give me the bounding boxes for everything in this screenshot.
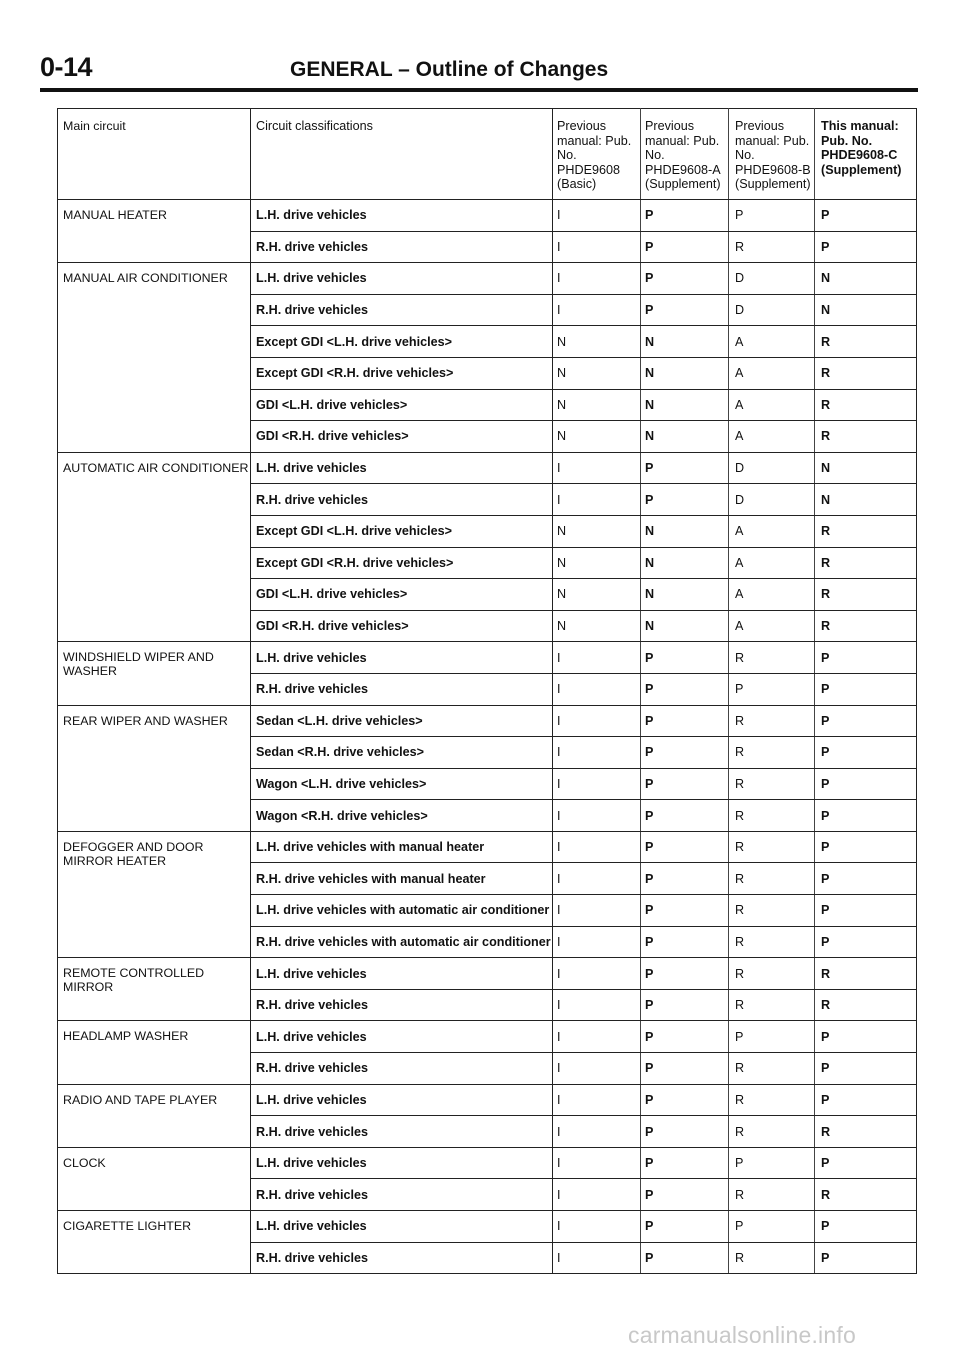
table-row bbox=[58, 263, 917, 295]
previous-supplement-b-cell: R bbox=[729, 895, 815, 927]
main-circuit-cell: AUTOMATIC AIR CONDITIONER bbox=[58, 452, 251, 642]
previous-supplement-a-cell: N bbox=[641, 421, 729, 453]
this-manual-cell: P bbox=[815, 231, 917, 263]
previous-basic-cell: I bbox=[553, 673, 641, 705]
previous-supplement-a-cell: P bbox=[641, 1053, 729, 1085]
previous-basic-cell: I bbox=[553, 895, 641, 927]
main-circuit-cell: MANUAL AIR CONDITIONER bbox=[58, 263, 251, 453]
circuit-classification-cell: Sedan <R.H. drive vehicles> bbox=[251, 737, 553, 769]
previous-supplement-a-cell: P bbox=[641, 1179, 729, 1211]
table-row bbox=[58, 642, 917, 674]
previous-supplement-b-cell: P bbox=[729, 1147, 815, 1179]
circuit-classification-cell: GDI <L.H. drive vehicles> bbox=[251, 389, 553, 421]
previous-supplement-a-cell: P bbox=[641, 1242, 729, 1274]
main-circuit-cell: MANUAL HEATER bbox=[58, 200, 251, 263]
previous-basic-cell: N bbox=[553, 579, 641, 611]
circuit-classification-cell: L.H. drive vehicles bbox=[251, 1084, 553, 1116]
previous-supplement-b-cell: R bbox=[729, 1053, 815, 1085]
previous-basic-cell: I bbox=[553, 989, 641, 1021]
previous-supplement-b-cell: R bbox=[729, 737, 815, 769]
previous-supplement-b-cell: D bbox=[729, 452, 815, 484]
header-main-circuit: Main circuit bbox=[58, 109, 251, 200]
this-manual-cell: N bbox=[815, 484, 917, 516]
previous-supplement-a-cell: P bbox=[641, 231, 729, 263]
previous-supplement-b-cell: R bbox=[729, 642, 815, 674]
previous-supplement-b-cell: R bbox=[729, 705, 815, 737]
this-manual-cell: P bbox=[815, 831, 917, 863]
previous-supplement-a-cell: P bbox=[641, 294, 729, 326]
previous-basic-cell: I bbox=[553, 1084, 641, 1116]
previous-supplement-b-cell: A bbox=[729, 421, 815, 453]
this-manual-cell: P bbox=[815, 768, 917, 800]
previous-basic-cell: I bbox=[553, 1021, 641, 1053]
circuit-classification-cell: R.H. drive vehicles bbox=[251, 1242, 553, 1274]
previous-basic-cell: I bbox=[553, 1179, 641, 1211]
circuit-classification-cell: R.H. drive vehicles with manual heater bbox=[251, 863, 553, 895]
previous-supplement-a-cell: P bbox=[641, 800, 729, 832]
previous-supplement-a-cell: P bbox=[641, 768, 729, 800]
this-manual-cell: R bbox=[815, 326, 917, 358]
circuit-classification-cell: L.H. drive vehicles bbox=[251, 1021, 553, 1053]
previous-basic-cell: I bbox=[553, 231, 641, 263]
previous-supplement-b-cell: P bbox=[729, 1021, 815, 1053]
this-manual-cell: N bbox=[815, 294, 917, 326]
this-manual-cell: P bbox=[815, 673, 917, 705]
main-circuit-cell: DEFOGGER AND DOOR MIRROR HEATER bbox=[58, 831, 251, 957]
previous-supplement-a-cell: P bbox=[641, 989, 729, 1021]
this-manual-cell: P bbox=[815, 200, 917, 232]
table-row bbox=[58, 1021, 917, 1053]
previous-basic-cell: N bbox=[553, 421, 641, 453]
previous-supplement-a-cell: N bbox=[641, 610, 729, 642]
circuit-classification-cell: R.H. drive vehicles bbox=[251, 1179, 553, 1211]
table-header-row bbox=[58, 109, 917, 200]
header-previous-supplement-a: Previous manual: Pub. No. PHDE9608-A (Supplement) bbox=[641, 109, 729, 200]
header-rule bbox=[40, 88, 918, 92]
this-manual-cell: R bbox=[815, 515, 917, 547]
previous-supplement-b-cell: A bbox=[729, 515, 815, 547]
this-manual-cell: P bbox=[815, 1084, 917, 1116]
main-circuit-cell: CIGARETTE LIGHTER bbox=[58, 1211, 251, 1274]
circuit-classification-cell: Wagon <L.H. drive vehicles> bbox=[251, 768, 553, 800]
previous-supplement-a-cell: P bbox=[641, 263, 729, 295]
page-header bbox=[40, 52, 918, 86]
previous-supplement-b-cell: P bbox=[729, 1211, 815, 1243]
previous-supplement-a-cell: N bbox=[641, 389, 729, 421]
circuit-classification-cell: GDI <L.H. drive vehicles> bbox=[251, 579, 553, 611]
header-previous-basic: Previous manual: Pub. No. PHDE9608 (Basic) bbox=[553, 109, 641, 200]
previous-basic-cell: I bbox=[553, 1116, 641, 1148]
table-row bbox=[58, 1147, 917, 1179]
previous-supplement-a-cell: N bbox=[641, 357, 729, 389]
previous-supplement-a-cell: P bbox=[641, 895, 729, 927]
previous-supplement-a-cell: P bbox=[641, 926, 729, 958]
previous-basic-cell: I bbox=[553, 863, 641, 895]
circuit-classification-cell: L.H. drive vehicles bbox=[251, 200, 553, 232]
previous-basic-cell: N bbox=[553, 515, 641, 547]
previous-supplement-b-cell: R bbox=[729, 958, 815, 990]
circuit-classification-cell: L.H. drive vehicles bbox=[251, 263, 553, 295]
main-circuit-cell: WINDSHIELD WIPER AND WASHER bbox=[58, 642, 251, 705]
previous-supplement-a-cell: P bbox=[641, 642, 729, 674]
previous-supplement-a-cell: P bbox=[641, 1147, 729, 1179]
previous-supplement-a-cell: P bbox=[641, 705, 729, 737]
header-previous-supplement-b: Previous manual: Pub. No. PHDE9608-B (Supplement) bbox=[729, 109, 815, 200]
previous-supplement-a-cell: P bbox=[641, 1084, 729, 1116]
table-row bbox=[58, 958, 917, 990]
circuit-classification-cell: L.H. drive vehicles bbox=[251, 1147, 553, 1179]
previous-supplement-b-cell: R bbox=[729, 863, 815, 895]
table-row bbox=[58, 1084, 917, 1116]
previous-supplement-a-cell: N bbox=[641, 326, 729, 358]
this-manual-cell: P bbox=[815, 1242, 917, 1274]
table-row bbox=[58, 200, 917, 232]
previous-supplement-b-cell: P bbox=[729, 673, 815, 705]
previous-basic-cell: N bbox=[553, 610, 641, 642]
this-manual-cell: R bbox=[815, 579, 917, 611]
circuit-classification-cell: R.H. drive vehicles with automatic air conditioner bbox=[251, 926, 553, 958]
main-circuit-cell: REMOTE CONTROLLED MIRROR bbox=[58, 958, 251, 1021]
circuit-classification-cell: Wagon <R.H. drive vehicles> bbox=[251, 800, 553, 832]
previous-supplement-a-cell: N bbox=[641, 547, 729, 579]
this-manual-cell: P bbox=[815, 737, 917, 769]
this-manual-cell: P bbox=[815, 895, 917, 927]
circuit-classification-cell: L.H. drive vehicles bbox=[251, 958, 553, 990]
circuit-classification-cell: R.H. drive vehicles bbox=[251, 989, 553, 1021]
this-manual-cell: R bbox=[815, 547, 917, 579]
previous-basic-cell: I bbox=[553, 642, 641, 674]
circuit-classification-cell: Except GDI <R.H. drive vehicles> bbox=[251, 547, 553, 579]
this-manual-cell: P bbox=[815, 800, 917, 832]
previous-basic-cell: I bbox=[553, 926, 641, 958]
main-circuit-cell: CLOCK bbox=[58, 1147, 251, 1210]
circuit-classification-cell: R.H. drive vehicles bbox=[251, 1116, 553, 1148]
circuit-classification-cell: R.H. drive vehicles bbox=[251, 484, 553, 516]
previous-basic-cell: I bbox=[553, 800, 641, 832]
previous-basic-cell: I bbox=[553, 1053, 641, 1085]
previous-basic-cell: I bbox=[553, 737, 641, 769]
previous-supplement-a-cell: N bbox=[641, 579, 729, 611]
outline-of-changes-table bbox=[57, 108, 917, 1274]
previous-supplement-b-cell: A bbox=[729, 579, 815, 611]
previous-supplement-a-cell: P bbox=[641, 958, 729, 990]
previous-basic-cell: N bbox=[553, 389, 641, 421]
previous-supplement-a-cell: P bbox=[641, 863, 729, 895]
this-manual-cell: R bbox=[815, 1179, 917, 1211]
this-manual-cell: R bbox=[815, 1116, 917, 1148]
previous-supplement-b-cell: R bbox=[729, 1242, 815, 1274]
circuit-classification-cell: GDI <R.H. drive vehicles> bbox=[251, 421, 553, 453]
circuit-classification-cell: GDI <R.H. drive vehicles> bbox=[251, 610, 553, 642]
previous-supplement-b-cell: D bbox=[729, 294, 815, 326]
table-row bbox=[58, 705, 917, 737]
previous-basic-cell: N bbox=[553, 326, 641, 358]
this-manual-cell: P bbox=[815, 1211, 917, 1243]
previous-supplement-a-cell: P bbox=[641, 831, 729, 863]
previous-basic-cell: I bbox=[553, 958, 641, 990]
this-manual-cell: R bbox=[815, 389, 917, 421]
previous-basic-cell: I bbox=[553, 294, 641, 326]
previous-supplement-b-cell: R bbox=[729, 1084, 815, 1116]
circuit-classification-cell: R.H. drive vehicles bbox=[251, 231, 553, 263]
circuit-classification-cell: R.H. drive vehicles bbox=[251, 1053, 553, 1085]
previous-supplement-a-cell: P bbox=[641, 673, 729, 705]
main-circuit-cell: RADIO AND TAPE PLAYER bbox=[58, 1084, 251, 1147]
circuit-classification-cell: Except GDI <L.H. drive vehicles> bbox=[251, 326, 553, 358]
watermark: carmanualsonline.info bbox=[628, 1322, 856, 1348]
header-this-manual: This manual: Pub. No. PHDE9608-C (Supplement) bbox=[815, 109, 917, 200]
this-manual-cell: P bbox=[815, 705, 917, 737]
previous-basic-cell: N bbox=[553, 547, 641, 579]
previous-supplement-b-cell: D bbox=[729, 484, 815, 516]
this-manual-cell: N bbox=[815, 452, 917, 484]
this-manual-cell: R bbox=[815, 357, 917, 389]
previous-basic-cell: I bbox=[553, 831, 641, 863]
previous-basic-cell: I bbox=[553, 1242, 641, 1274]
main-circuit-cell: REAR WIPER AND WASHER bbox=[58, 705, 251, 831]
this-manual-cell: P bbox=[815, 1053, 917, 1085]
circuit-classification-cell: Except GDI <L.H. drive vehicles> bbox=[251, 515, 553, 547]
previous-basic-cell: I bbox=[553, 1211, 641, 1243]
previous-supplement-a-cell: N bbox=[641, 515, 729, 547]
main-circuit-cell: HEADLAMP WASHER bbox=[58, 1021, 251, 1084]
circuit-classification-cell: L.H. drive vehicles bbox=[251, 642, 553, 674]
previous-supplement-b-cell: R bbox=[729, 926, 815, 958]
previous-supplement-a-cell: P bbox=[641, 1021, 729, 1053]
table-row bbox=[58, 831, 917, 863]
this-manual-cell: P bbox=[815, 1147, 917, 1179]
previous-basic-cell: I bbox=[553, 705, 641, 737]
table-row bbox=[58, 1211, 917, 1243]
previous-supplement-a-cell: P bbox=[641, 1116, 729, 1148]
this-manual-cell: P bbox=[815, 642, 917, 674]
previous-supplement-b-cell: R bbox=[729, 231, 815, 263]
previous-supplement-b-cell: D bbox=[729, 263, 815, 295]
previous-supplement-a-cell: P bbox=[641, 200, 729, 232]
circuit-classification-cell: R.H. drive vehicles bbox=[251, 673, 553, 705]
previous-basic-cell: I bbox=[553, 263, 641, 295]
previous-supplement-b-cell: A bbox=[729, 389, 815, 421]
previous-supplement-a-cell: P bbox=[641, 452, 729, 484]
this-manual-cell: R bbox=[815, 958, 917, 990]
previous-basic-cell: I bbox=[553, 452, 641, 484]
circuit-classification-cell: L.H. drive vehicles bbox=[251, 452, 553, 484]
previous-supplement-b-cell: R bbox=[729, 768, 815, 800]
previous-supplement-b-cell: A bbox=[729, 547, 815, 579]
circuit-classification-cell: L.H. drive vehicles with manual heater bbox=[251, 831, 553, 863]
previous-basic-cell: I bbox=[553, 200, 641, 232]
previous-supplement-b-cell: A bbox=[729, 610, 815, 642]
page-title: GENERAL – Outline of Changes bbox=[290, 58, 609, 81]
this-manual-cell: P bbox=[815, 926, 917, 958]
previous-supplement-b-cell: R bbox=[729, 1179, 815, 1211]
previous-supplement-a-cell: P bbox=[641, 737, 729, 769]
this-manual-cell: P bbox=[815, 863, 917, 895]
circuit-classification-cell: Except GDI <R.H. drive vehicles> bbox=[251, 357, 553, 389]
previous-supplement-b-cell: P bbox=[729, 200, 815, 232]
this-manual-cell: R bbox=[815, 989, 917, 1021]
previous-basic-cell: I bbox=[553, 768, 641, 800]
previous-supplement-b-cell: R bbox=[729, 989, 815, 1021]
circuit-classification-cell: Sedan <L.H. drive vehicles> bbox=[251, 705, 553, 737]
this-manual-cell: N bbox=[815, 263, 917, 295]
page-number: 0-14 bbox=[40, 52, 93, 82]
this-manual-cell: R bbox=[815, 421, 917, 453]
previous-basic-cell: I bbox=[553, 1147, 641, 1179]
circuit-classification-cell: R.H. drive vehicles bbox=[251, 294, 553, 326]
previous-basic-cell: I bbox=[553, 484, 641, 516]
circuit-classification-cell: L.H. drive vehicles with automatic air conditioner bbox=[251, 895, 553, 927]
previous-supplement-b-cell: R bbox=[729, 1116, 815, 1148]
circuit-classification-cell: L.H. drive vehicles bbox=[251, 1211, 553, 1243]
this-manual-cell: R bbox=[815, 610, 917, 642]
previous-supplement-a-cell: P bbox=[641, 484, 729, 516]
this-manual-cell: P bbox=[815, 1021, 917, 1053]
previous-supplement-b-cell: A bbox=[729, 357, 815, 389]
previous-supplement-b-cell: R bbox=[729, 800, 815, 832]
header-circuit-classifications: Circuit classifications bbox=[251, 109, 553, 200]
table-row bbox=[58, 452, 917, 484]
previous-supplement-a-cell: P bbox=[641, 1211, 729, 1243]
previous-supplement-b-cell: A bbox=[729, 326, 815, 358]
previous-basic-cell: N bbox=[553, 357, 641, 389]
previous-supplement-b-cell: R bbox=[729, 831, 815, 863]
